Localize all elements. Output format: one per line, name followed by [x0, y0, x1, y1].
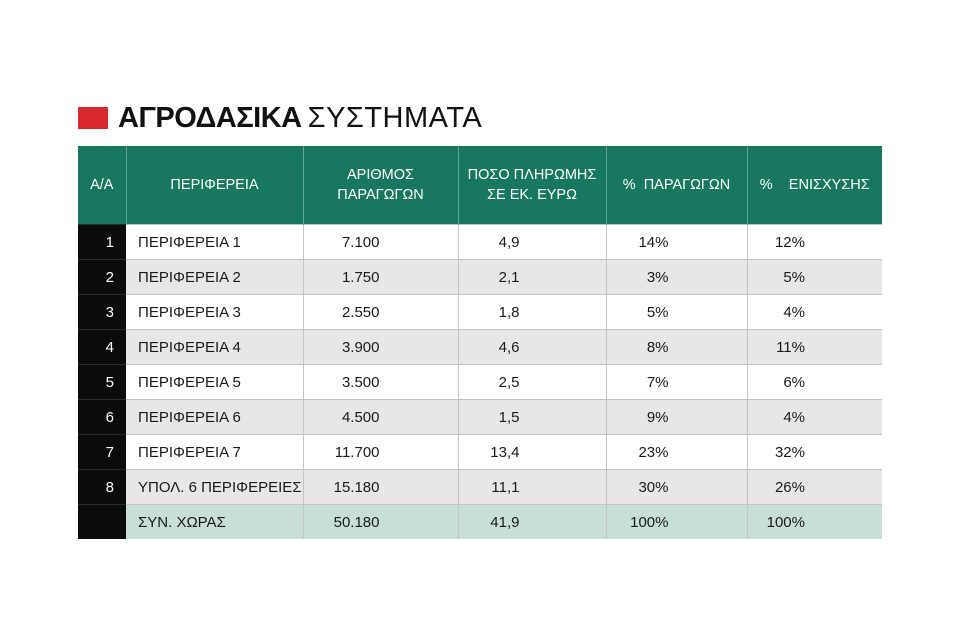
header-payment-line1: ΠΟΣΟ ΠΛΗΡΩΜΗΣ: [467, 167, 597, 183]
header-aa: Α/Α: [78, 146, 126, 225]
header-pct-producers: % ΠΑΡΑΓΩΓΩΝ: [606, 146, 747, 225]
row-payment: 2,1: [458, 260, 606, 295]
row-payment: 2,5: [458, 365, 606, 400]
table-row: [78, 330, 882, 365]
row-payment: 1,8: [458, 295, 606, 330]
row-index: 4: [78, 330, 126, 365]
row-index: 7: [78, 435, 126, 470]
row-producers: 7.100: [303, 225, 458, 260]
row-pct-support: 4%: [747, 295, 882, 330]
title-bold: ΑΓΡΟΔΑΣΙΚΑ: [118, 101, 302, 134]
row-region: ΠΕΡΙΦΕΡΕΙΑ 2: [126, 260, 303, 295]
row-payment: 4,6: [458, 330, 606, 365]
row-payment: 13,4: [458, 435, 606, 470]
row-index: 3: [78, 295, 126, 330]
row-index: [78, 505, 126, 540]
header-payment-line2: ΣΕ ΕΚ. ΕΥΡΩ: [487, 187, 577, 203]
row-pct-support: 4%: [747, 400, 882, 435]
table-row: [78, 225, 882, 260]
row-pct-support: 32%: [747, 435, 882, 470]
header-pct-support: % ΕΝΙΣΧΥΣΗΣ: [747, 146, 882, 225]
row-pct-producers: 7%: [606, 365, 747, 400]
row-pct-producers: 30%: [606, 470, 747, 505]
table-total-row: [78, 505, 882, 540]
row-pct-producers: 3%: [606, 260, 747, 295]
row-region: ΠΕΡΙΦΕΡΕΙΑ 5: [126, 365, 303, 400]
header-producers: [303, 146, 458, 225]
row-pct-support: 5%: [747, 260, 882, 295]
row-index: 6: [78, 400, 126, 435]
row-pct-producers: 5%: [606, 295, 747, 330]
row-producers: 4.500: [303, 400, 458, 435]
table-row: [78, 295, 882, 330]
row-index: 2: [78, 260, 126, 295]
row-producers: 50.180: [303, 505, 458, 540]
row-producers: 11.700: [303, 435, 458, 470]
row-pct-producers: 100%: [606, 505, 747, 540]
row-pct-producers: 8%: [606, 330, 747, 365]
row-payment: 4,9: [458, 225, 606, 260]
table-row: [78, 470, 882, 505]
table-row: [78, 365, 882, 400]
row-pct-producers: 9%: [606, 400, 747, 435]
row-payment: 11,1: [458, 470, 606, 505]
row-region: ΠΕΡΙΦΕΡΕΙΑ 4: [126, 330, 303, 365]
row-payment: 41,9: [458, 505, 606, 540]
row-region: ΠΕΡΙΦΕΡΕΙΑ 6: [126, 400, 303, 435]
row-index: 5: [78, 365, 126, 400]
row-index: 1: [78, 225, 126, 260]
table-header-row: [78, 146, 882, 225]
header-payment: [458, 146, 606, 225]
row-pct-support: 26%: [747, 470, 882, 505]
header-producers-line2: ΠΑΡΑΓΩΓΩΝ: [337, 187, 424, 203]
row-pct-producers: 23%: [606, 435, 747, 470]
data-table: [78, 146, 882, 539]
row-region: ΥΠΟΛ. 6 ΠΕΡΙΦΕΡΕΙΕΣ: [126, 470, 303, 505]
row-region: ΠΕΡΙΦΕΡΕΙΑ 3: [126, 295, 303, 330]
header-producers-line1: ΑΡΙΘΜΟΣ: [347, 167, 414, 183]
row-region: ΣΥΝ. ΧΩΡΑΣ: [126, 505, 303, 540]
table-row: [78, 400, 882, 435]
row-pct-support: 100%: [747, 505, 882, 540]
title-marker-icon: [78, 107, 108, 129]
row-region: ΠΕΡΙΦΕΡΕΙΑ 7: [126, 435, 303, 470]
row-producers: 2.550: [303, 295, 458, 330]
row-pct-support: 12%: [747, 225, 882, 260]
table-row: [78, 260, 882, 295]
title-light: ΣΥΣΤΗΜΑΤΑ: [307, 101, 483, 134]
row-payment: 1,5: [458, 400, 606, 435]
row-producers: 1.750: [303, 260, 458, 295]
page-title: [78, 100, 482, 136]
row-index: 8: [78, 470, 126, 505]
row-producers: 3.900: [303, 330, 458, 365]
header-region: ΠΕΡΙΦΕΡΕΙΑ: [126, 146, 303, 225]
table-row: [78, 435, 882, 470]
row-pct-producers: 14%: [606, 225, 747, 260]
row-producers: 15.180: [303, 470, 458, 505]
row-producers: 3.500: [303, 365, 458, 400]
row-pct-support: 11%: [747, 330, 882, 365]
row-pct-support: 6%: [747, 365, 882, 400]
row-region: ΠΕΡΙΦΕΡΕΙΑ 1: [126, 225, 303, 260]
